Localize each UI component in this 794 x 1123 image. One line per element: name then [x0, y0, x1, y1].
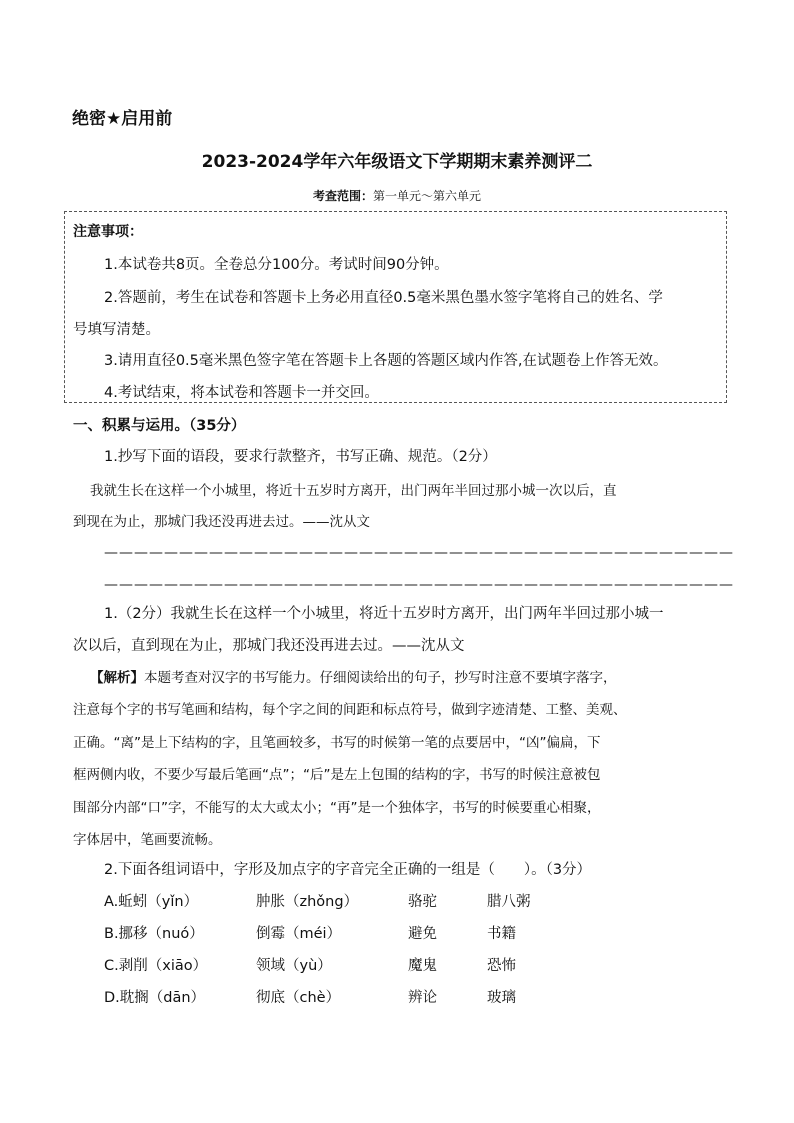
question-2-prompt: 2.下面各组词语中，字形及加点字的字音完全正确的一组是（ ）。（3分） — [104, 862, 592, 878]
passage-line: 到现在为止，那城门我还没再进去过。——沈从文 — [73, 514, 370, 530]
option-c-item: 魔鬼 — [408, 958, 437, 974]
option-d-item: D.耽搁（dān） — [104, 990, 206, 1006]
exam-scope — [0, 187, 794, 204]
analysis-line — [90, 666, 617, 686]
confidential-label: 绝密★启用前 — [72, 109, 173, 129]
option-b-item: 书籍 — [487, 926, 516, 942]
option-d-item: 彻底（chè） — [256, 990, 341, 1006]
option-b-item: 倒霉（méi） — [256, 926, 342, 942]
section-heading: 一、积累与运用。（35分） — [73, 418, 246, 434]
answer-blank-line[interactable]: —————————————————————————————————————————— — [104, 545, 734, 561]
option-c-item: C.剥削（xiāo） — [104, 958, 208, 974]
option-c-item: 领域（yù） — [256, 958, 332, 974]
analysis-line: 字体居中，笔画要流畅。 — [73, 832, 222, 848]
question-1-prompt: 1.抄写下面的语段，要求行款整齐，书写正确、规范。（2分） — [104, 449, 497, 465]
option-d-item: 辨论 — [408, 990, 437, 1006]
answer-line: 次以后，直到现在为止，那城门我还没再进去过。——沈从文 — [73, 638, 465, 654]
analysis-tag: 【解析】 — [90, 670, 144, 686]
analysis-line: 框两侧内收，不要少写最后笔画“点”；“后”是左上包围的结构的字，书写的时候注意被包 — [73, 767, 601, 783]
option-a-item: 肿胀（zhǒng） — [256, 894, 359, 910]
passage-line: 我就生长在这样一个小城里，将近十五岁时方离开，出门两年半回过那小城一次以后，直 — [90, 483, 617, 499]
option-a-item: 骆驼 — [408, 894, 437, 910]
option-b-item: B.挪移（nuó） — [104, 926, 204, 942]
notice-item: 3.请用直径0.5毫米黑色签字笔在答题卡上各题的答题区域内作答,在试题卷上作答无效。 — [104, 353, 668, 369]
notice-item: 号填写清楚。 — [73, 322, 160, 338]
option-a-item: 腊八粥 — [487, 894, 531, 910]
notice-item: 1.本试卷共8页。全卷总分100分。考试时间90分钟。 — [104, 257, 449, 273]
notice-title: 注意事项： — [73, 224, 143, 240]
exam-title: 2023-2024学年六年级语文下学期期末素养测评二 — [201, 152, 593, 172]
notice-item: 4.考试结束，将本试卷和答题卡一并交回。 — [104, 385, 379, 401]
scope-value: 第一单元～第六单元 — [373, 189, 482, 203]
answer-line: 1.（2分）我就生长在这样一个小城里，将近十五岁时方离开，出门两年半回过那小城一 — [104, 606, 664, 622]
option-c-item: 恐怖 — [487, 958, 516, 974]
option-a-item: A.蚯蚓（yǐn） — [104, 894, 199, 910]
analysis-line: 围部分内部“口”字，不能写的太大或太小；“再”是一个独体字，书写的时候要重心相聚， — [73, 800, 601, 816]
notice-box — [64, 211, 727, 403]
option-d-item: 玻璃 — [487, 990, 516, 1006]
notice-item: 2.答题前，考生在试卷和答题卡上务必用直径0.5毫米黑色墨水签字笔将自己的姓名、学 — [104, 290, 663, 306]
scope-label: 考查范围： — [312, 189, 373, 203]
option-b-item: 避免 — [408, 926, 437, 942]
analysis-line: 注意每个字的书写笔画和结构，每个字之间的间距和标点符号，做到字迹清楚、工整、美观、 — [73, 702, 627, 718]
answer-blank-line[interactable]: —————————————————————————————————————————— — [104, 577, 734, 593]
analysis-line: 正确。“离”是上下结构的字，且笔画较多，书写的时候第一笔的点要居中，“凶”偏扁，下 — [73, 735, 601, 751]
analysis-text: 本题考查对汉字的书写能力。仔细阅读给出的句子，抄写时注意不要填字落字， — [144, 670, 617, 686]
